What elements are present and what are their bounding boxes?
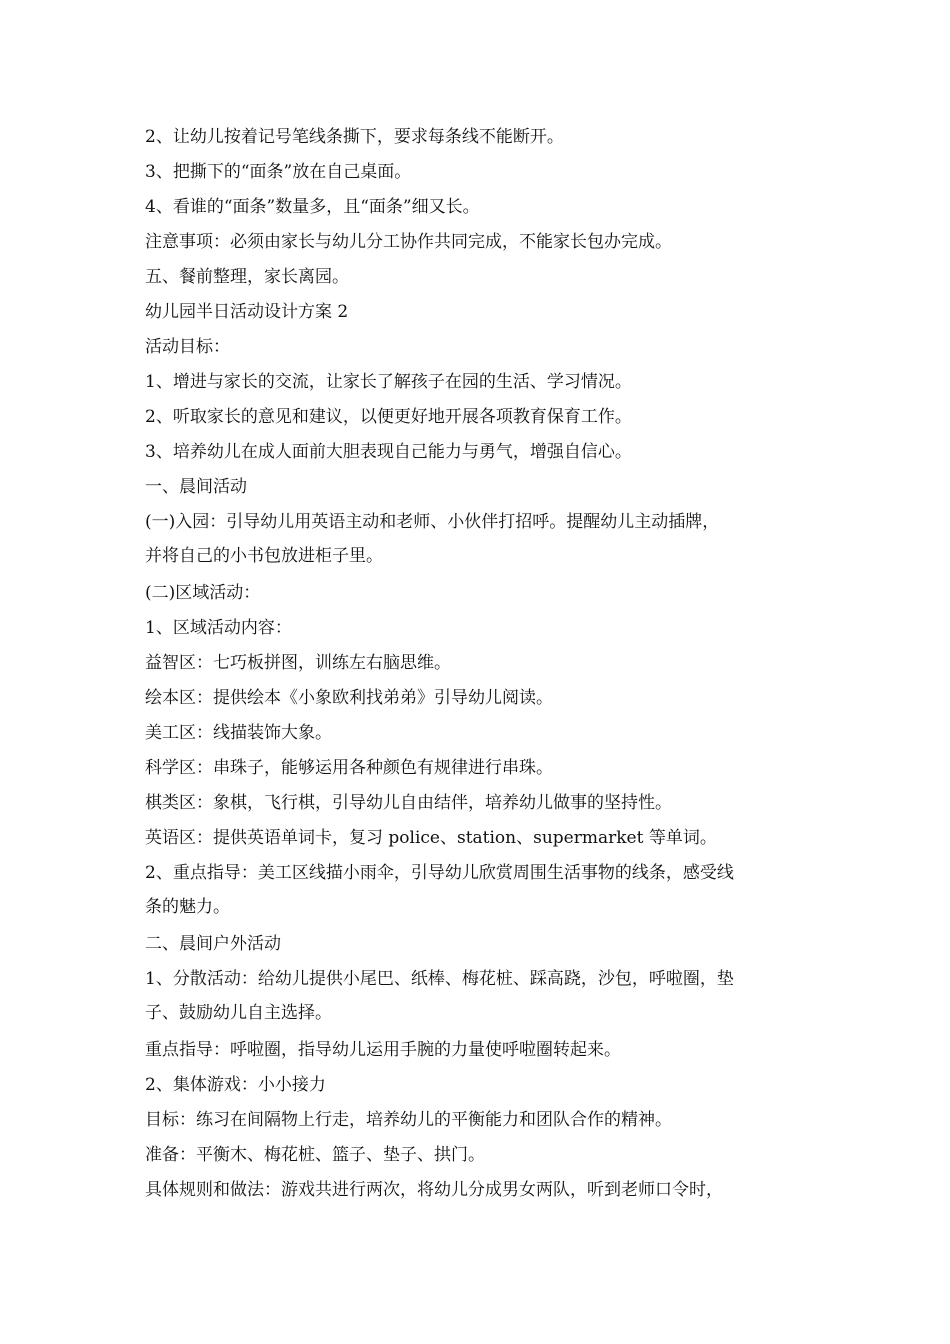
text-line: 目标：练习在间隔物上行走，培养幼儿的平衡能力和团队合作的精神。 xyxy=(145,1110,672,1130)
text-line: 4、看谁的“面条”数量多，且“面条”细又长。 xyxy=(145,197,480,217)
text-line: 子、鼓励幼儿自主选择。 xyxy=(145,1003,332,1023)
section-heading: 一、晨间活动 xyxy=(145,477,247,497)
text-line: 具体规则和做法：游戏共进行两次，将幼儿分成男女两队，听到老师口令时， xyxy=(145,1180,723,1200)
document-body xyxy=(145,120,815,1208)
text-line: 五、餐前整理，家长离园。 xyxy=(145,267,349,287)
text-line: 2、让幼儿按着记号笔线条撕下，要求每条线不能断开。 xyxy=(145,127,564,147)
text-line: 准备：平衡木、梅花桩、篮子、垫子、拱门。 xyxy=(145,1145,485,1165)
text-line: 益智区：七巧板拼图，训练左右脑思维。 xyxy=(145,653,451,673)
text-line: 2、集体游戏：小小接力 xyxy=(145,1075,326,1095)
text-line: 重点指导：呼啦圈，指导幼儿运用手腕的力量使呼啦圈转起来。 xyxy=(145,1040,621,1060)
text-line: 活动目标： xyxy=(145,337,230,357)
section-title: 幼儿园半日活动设计方案 2 xyxy=(145,302,349,322)
text-line: 英语区：提供英语单词卡，复习 police、station、supermarket 等单词。 xyxy=(145,828,717,848)
section-heading: 二、晨间户外活动 xyxy=(145,934,281,954)
text-line: (一)入园：引导幼儿用英语主动和老师、小伙伴打招呼。提醒幼儿主动插牌， xyxy=(145,512,720,532)
text-line: 1、区域活动内容： xyxy=(145,618,292,638)
text-line: 3、培养幼儿在成人面前大胆表现自己能力与勇气，增强自信心。 xyxy=(145,442,632,462)
text-line: 条的魅力。 xyxy=(145,897,230,917)
text-line: 2、听取家长的意见和建议，以便更好地开展各项教育保育工作。 xyxy=(145,407,632,427)
text-line: 注意事项：必须由家长与幼儿分工协作共同完成，不能家长包办完成。 xyxy=(145,232,672,252)
text-line: 2、重点指导：美工区线描小雨伞，引导幼儿欣赏周围生活事物的线条，感受线 xyxy=(145,863,734,883)
text-line: 1、增进与家长的交流，让家长了解孩子在园的生活、学习情况。 xyxy=(145,372,632,392)
text-line: 3、把撕下的“面条”放在自己桌面。 xyxy=(145,162,412,182)
text-line: 棋类区：象棋，飞行棋，引导幼儿自由结伴，培养幼儿做事的坚持性。 xyxy=(145,793,672,813)
text-line: 1、分散活动：给幼儿提供小尾巴、纸棒、梅花桩、踩高跷，沙包，呼啦圈，垫 xyxy=(145,969,734,989)
text-line: 科学区：串珠子，能够运用各种颜色有规律进行串珠。 xyxy=(145,758,553,778)
text-line: 美工区：线描装饰大象。 xyxy=(145,723,332,743)
text-line: 绘本区：提供绘本《小象欧利找弟弟》引导幼儿阅读。 xyxy=(145,688,553,708)
text-line: (二)区域活动： xyxy=(145,583,261,603)
text-line: 并将自己的小书包放进柜子里。 xyxy=(145,546,383,566)
